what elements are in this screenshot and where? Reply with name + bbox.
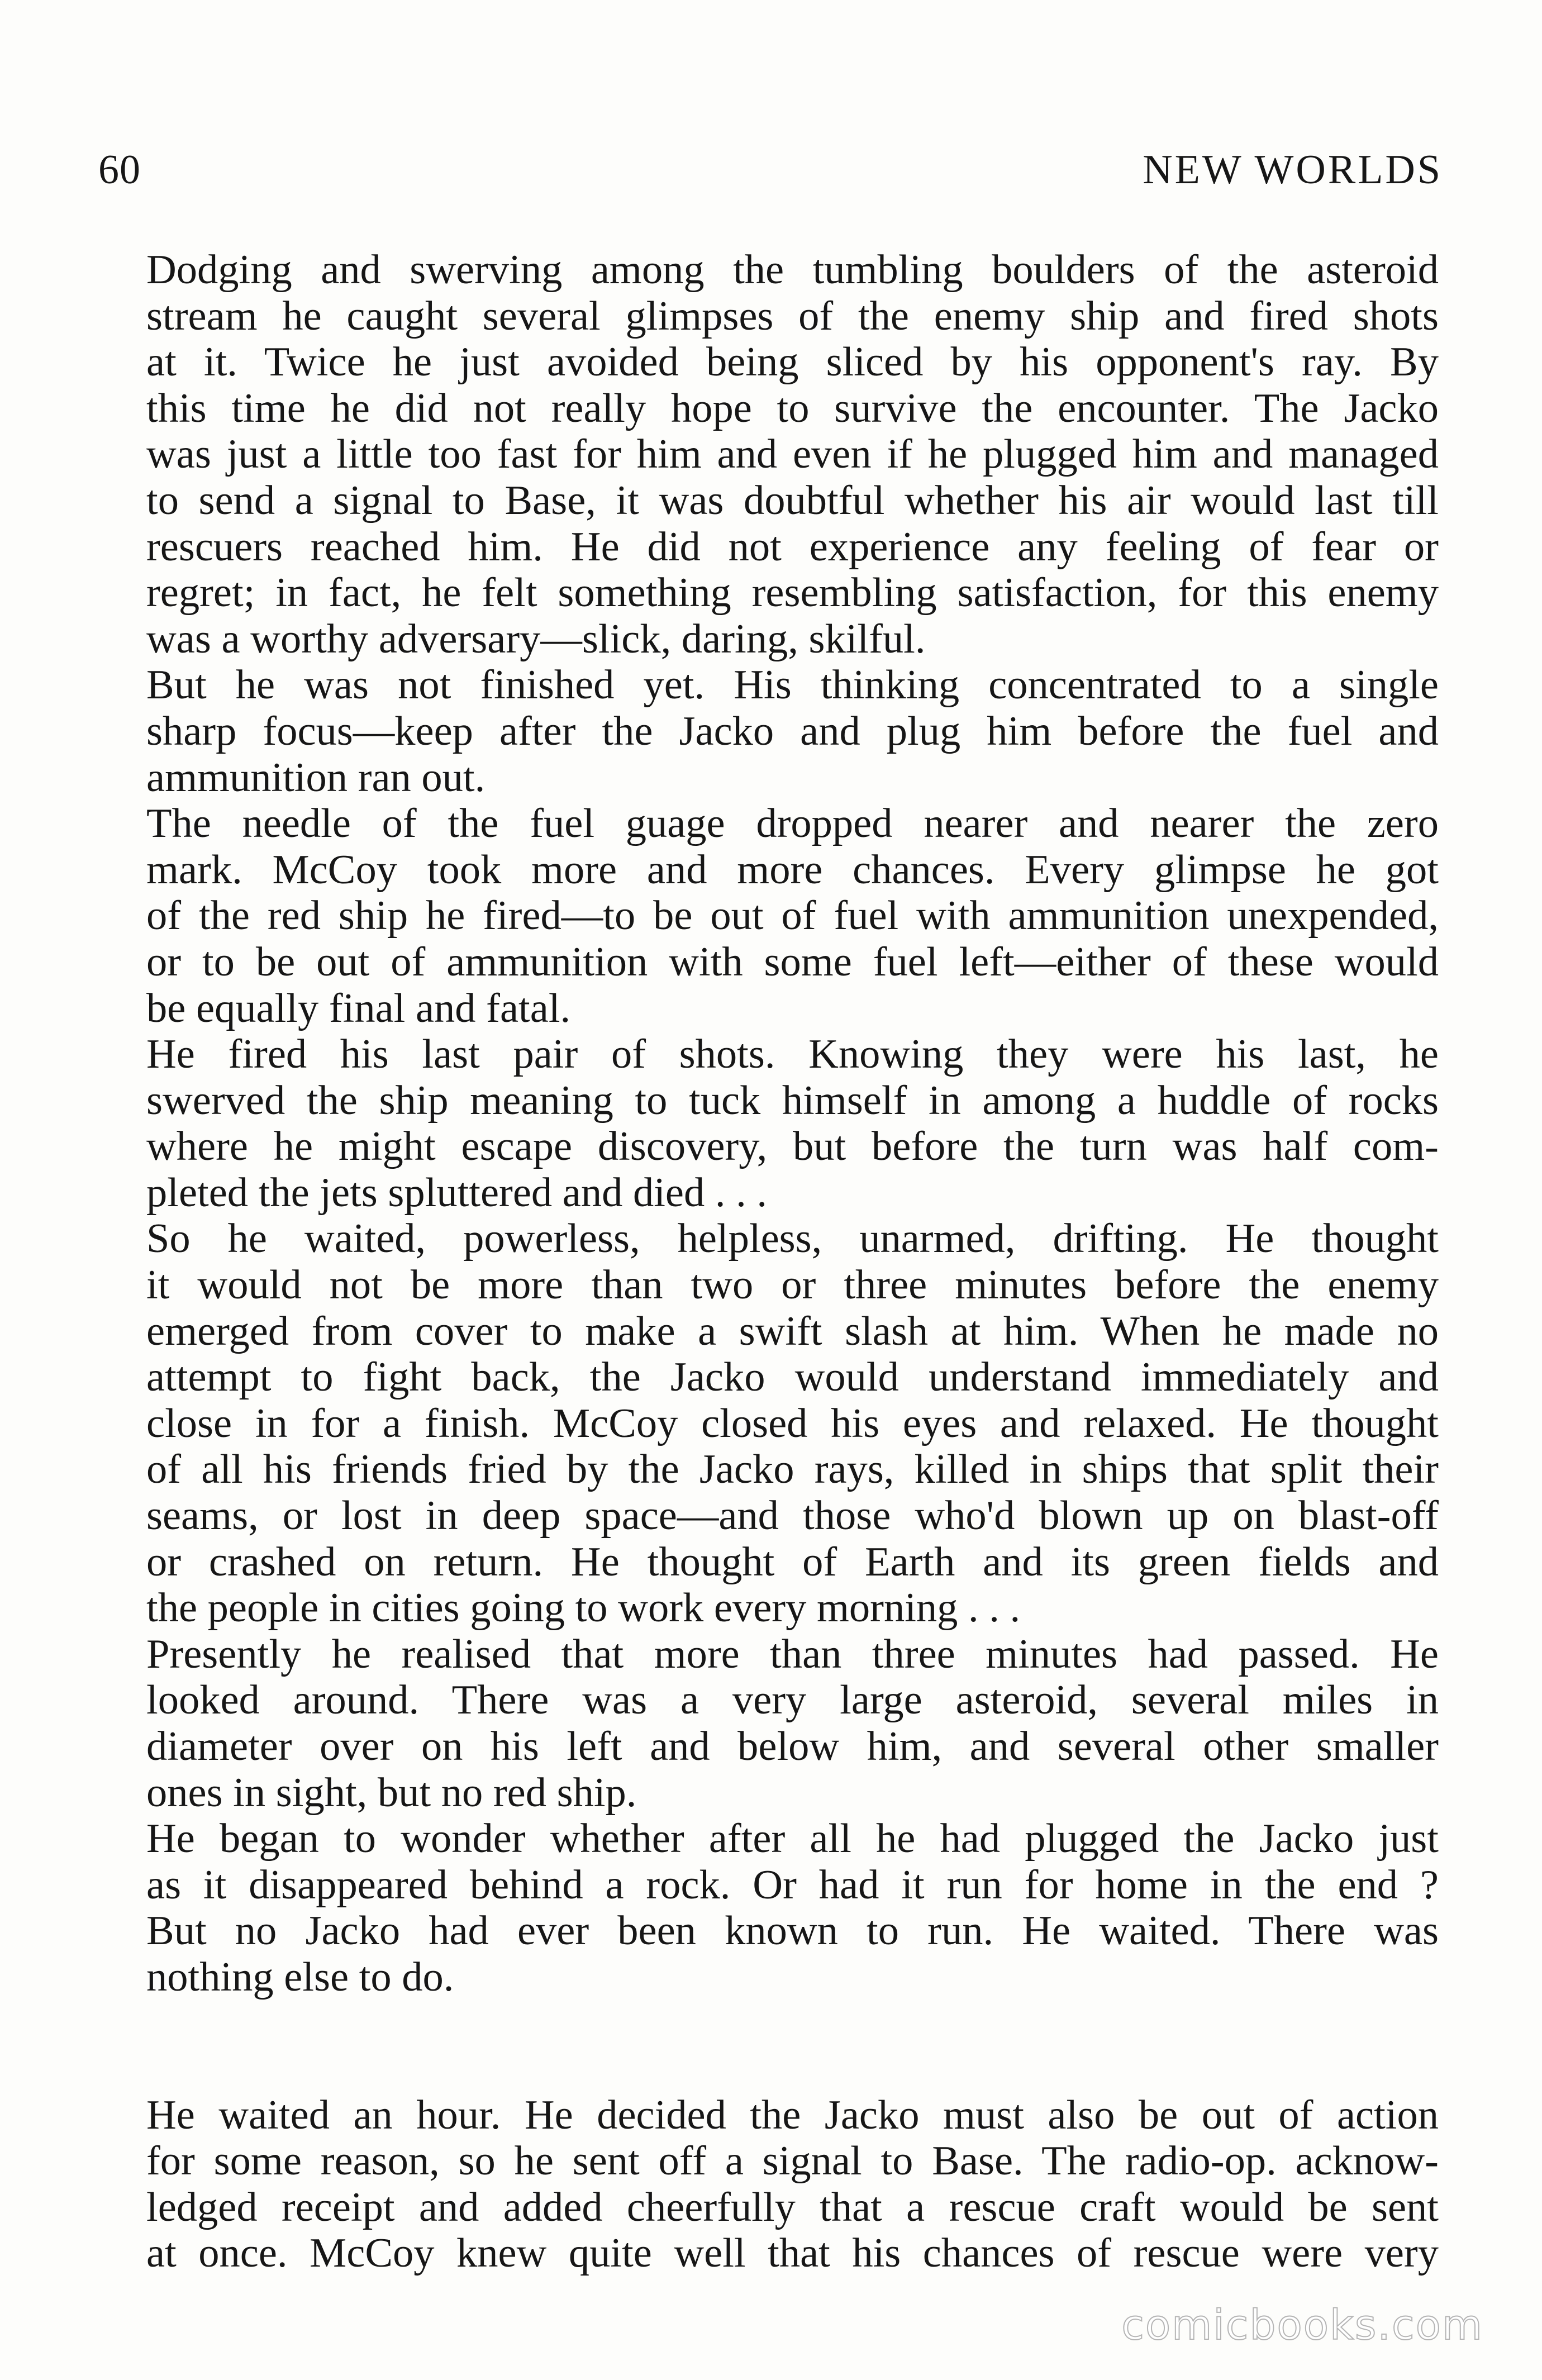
text-line: the people in cities going to work every morning . . . [146,1585,1021,1631]
text-line: But no Jacko had ever been known to run. He waited. There was [146,1908,1439,1954]
text-line: stream he caught several glimpses of the enemy ship and fired shots [146,293,1439,339]
text-line: attempt to fight back, the Jacko would understand immediately and [146,1354,1439,1401]
text-line: looked around. There was a very large asteroid, several miles in [146,1677,1439,1724]
text-line: be equally final and fatal. [146,985,571,1031]
paragraph [101,1031,1439,1216]
running-head: NEW WORLDS [1143,147,1443,193]
text-line: mark. McCoy took more and more chances. Every glimpse he got [146,846,1439,893]
paragraph [101,662,1439,801]
paragraph [101,1816,1439,2000]
text-line: diameter over on his left and below him, and several other smaller [146,1724,1439,1769]
text-line: or crashed on return. He thought of Earth and its green fields and [146,1539,1439,1585]
paragraph [101,247,1439,662]
text-line: So he waited, powerless, helpless, unarmed, drifting. He thought [146,1216,1439,1262]
paragraph [101,1216,1439,1631]
text-line: as it disappeared behind a rock. Or had it run for home in the end ? [146,1862,1439,1908]
text-line: swerved the ship meaning to tuck himself in among a huddle of rocks [146,1077,1439,1124]
page-number: 60 [98,147,141,193]
text-line: of all his friends fried by the Jacko rays, killed in ships that split their [146,1446,1439,1493]
text-line: was just a little too fast for him and even if he plugged him and managed [146,431,1439,478]
text-line: ammunition ran out. [146,754,486,801]
section-break [101,2001,1439,2092]
text-line: regret; in fact, he felt something resembling satisfaction, for this enemy [146,570,1439,616]
text-line: emerged from cover to make a swift slash at him. When he made no [146,1308,1439,1354]
text-line: nothing else to do. [146,1954,454,2000]
text-line: ones in sight, but no red ship. [146,1769,637,1816]
text-line: He began to wonder whether after all he had plugged the Jacko just [146,1816,1439,1862]
text-line: pleted the jets spluttered and died . . . [146,1169,767,1216]
text-line: where he might escape discovery, but before the turn was half com- [146,1124,1439,1170]
text-line: at once. McCoy knew quite well that his chances of rescue were very [146,2230,1439,2277]
text-line: rescuers reached him. He did not experience any feeling of fear or [146,523,1439,570]
text-line: or to be out of ammunition with some fuel left—either of these would [146,939,1439,985]
text-line: Dodging and swerving among the tumbling boulders of the asteroid [146,247,1439,293]
text-line: sharp focus—keep after the Jacko and plug him before the fuel and [146,708,1439,754]
text-line: at it. Twice he just avoided being sliced by his opponent's ray. By [146,339,1439,385]
paragraph [101,801,1439,1031]
text-line: of the red ship he fired—to be out of fuel with ammunition unexpended, [146,893,1439,939]
text-line: He fired his last pair of shots. Knowing they were his last, he [146,1031,1439,1078]
paragraph [101,2092,1439,2277]
text-line: was a worthy adversary—slick, daring, skilful. [146,616,926,662]
text-line: it would not be more than two or three minutes before the enemy [146,1262,1439,1308]
story-text [101,247,1439,2277]
text-line: The needle of the fuel guage dropped nearer and nearer the zero [146,801,1439,847]
text-line: this time he did not really hope to survive the encounter. The Jacko [146,385,1439,431]
text-line: seams, or lost in deep space—and those who'd blown up on blast-off [146,1493,1439,1539]
text-line: ledged receipt and added cheerfully that a rescue craft would be sent [146,2184,1439,2230]
watermark: comicbooks.com [1121,2301,1483,2349]
text-line: Presently he realised that more than three minutes had passed. He [146,1631,1439,1677]
text-line: to send a signal to Base, it was doubtful whether his air would last till [146,477,1439,523]
text-line: But he was not finished yet. His thinking concentrated to a single [146,662,1439,708]
paragraph [101,1631,1439,1816]
text-line: for some reason, so he sent off a signal to Base. The radio-op. acknow- [146,2138,1439,2184]
text-line: He waited an hour. He decided the Jacko must also be out of action [146,2092,1439,2138]
text-line: close in for a finish. McCoy closed his eyes and relaxed. He thought [146,1400,1439,1446]
